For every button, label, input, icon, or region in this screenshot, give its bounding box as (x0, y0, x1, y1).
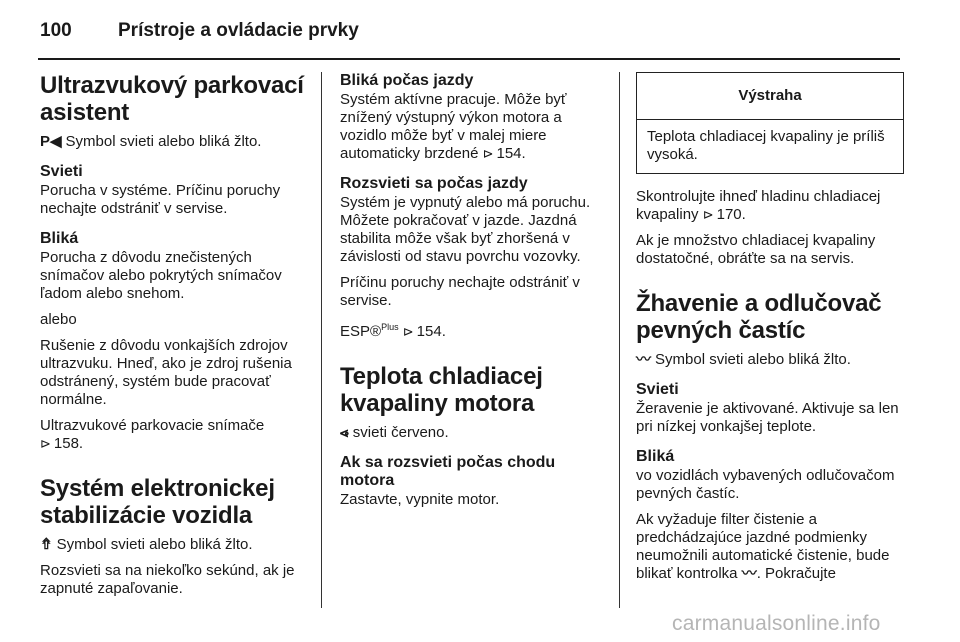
parking-alebo: alebo (40, 311, 77, 328)
coolant-service-text: Ak je množstvo chladiacej kvapaliny dostatočné, obráťte sa na servis. (636, 232, 876, 267)
glow-blika-heading: Bliká (636, 448, 675, 465)
esp-text: Rozsvieti sa na niekoľko sekúnd, ak je zapnuté zapaľovanie. (40, 562, 295, 597)
column-3 (636, 72, 904, 591)
page-ref-icon: ⊳ (482, 146, 494, 161)
coolant-symbol-line: ⩹ svieti červeno. (340, 424, 449, 441)
glow-plug-icon: 〰 (741, 565, 757, 582)
page-ref-link[interactable]: 154. (416, 323, 446, 340)
column-2 (340, 72, 608, 517)
warning-text: Teplota chladiacej kvapaliny je príliš vysoká. (647, 128, 885, 163)
parking-assist-icon: P◀︎ (40, 133, 62, 150)
section-title-coolant: Teplota chladiacej kvapaliny motora (340, 363, 543, 417)
warning-box (636, 72, 904, 174)
parking-symbol-line: P◀︎ Symbol svieti alebo bliká žlto. (40, 133, 262, 150)
esp-blika-heading: Bliká počas jazdy (340, 72, 474, 89)
glow-filter-text: Ak vyžaduje filter čistenie a predchádzajúce jazdné podmienky neumožnili automatické čistenie, bude blikať kontrolka 〰. Pokračujte (636, 511, 890, 582)
esp-icon: ⇮ (40, 536, 53, 553)
esp-plus-ref: ESP®$^{Plus}$ ⊳ 154. (340, 322, 446, 340)
page-ref-link[interactable]: 158. (53, 435, 84, 452)
section-title-parking: Ultrazvukový parkovací asistent (40, 72, 304, 126)
parking-blika-heading: Bliká (40, 230, 79, 247)
coolant-temperature-icon: ⩹ (340, 424, 349, 441)
header-rule (38, 58, 900, 60)
esp-rozsvieti-heading: Rozsvieti sa počas jazdy (340, 175, 528, 192)
parking-svieti-text: Porucha v systéme. Príčinu poruchy nechajte odstrániť v servise. (40, 182, 281, 217)
page-ref-link[interactable]: 170. (716, 206, 746, 223)
page-number: 100 (40, 20, 72, 41)
warning-title: Výstraha (637, 73, 903, 120)
esp-blika-text: Systém aktívne pracuje. Môže byť znížený výstupný výkon motora a vozidlo môže byť v malej miere automaticky brzdené ⊳ 154. (340, 91, 567, 162)
parking-rusenie-text: Rušenie z dôvodu vonkajších zdrojov ultrazvuku. Hneď, ako je zdroj rušenia odstránený, systém bude pracovať normálne. (40, 337, 292, 408)
coolant-check-text: Skontrolujte ihneď hladinu chladiacej kvapaliny ⊳ 170. (636, 188, 881, 223)
glow-svieti-text: Žeravenie je aktivované. Aktivuje sa len pri nízkej vonkajšej teplote. (636, 400, 899, 435)
column-divider-2 (619, 72, 620, 608)
glow-plug-icon: 〰 (636, 351, 652, 368)
parking-blika-text: Porucha z dôvodu znečistených snímačov alebo pokrytých snímačov ľadom alebo snehom. (40, 249, 282, 302)
glow-svieti-heading: Svieti (636, 381, 679, 398)
section-title-esp: Systém elektronickej stabilizácie vozidla (40, 475, 275, 529)
page-ref-icon: ⊳ (402, 324, 414, 339)
page-ref-icon: ⊳ (702, 207, 714, 222)
coolant-stop-text: Zastavte, vypnite motor. (340, 491, 500, 508)
parking-svieti-heading: Svieti (40, 163, 83, 180)
column-1 (40, 72, 308, 606)
glow-blika-text: vo vozidlách vybavených odlučovačom pevných častíc. (636, 467, 895, 502)
esp-pricinu-text: Príčinu poruchy nechajte odstrániť v servise. (340, 274, 580, 309)
parking-sensors-ref: Ultrazvukové parkovacie snímače ⊳ 158. (40, 417, 265, 452)
section-title-glow: Žhavenie a odlučovač pevných častíc (636, 290, 882, 344)
glow-symbol-line: 〰 Symbol svieti alebo bliká žlto. (636, 351, 851, 368)
page-header (38, 16, 918, 50)
coolant-running-heading: Ak sa rozsvieti počas chodu motora (340, 454, 556, 489)
page-title: Prístroje a ovládacie prvky (118, 20, 359, 41)
page-ref-link[interactable]: 154. (496, 145, 526, 162)
watermark: carmanualsonline.info (672, 612, 881, 635)
esp-rozsvieti-text: Systém je vypnutý alebo má poruchu. Môžete pokračovať v jazde. Jazdná stabilita môže však byť zhoršená v závislosti od stavu povrchu vozovky. (340, 194, 591, 265)
esp-symbol-line: ⇮ Symbol svieti alebo bliká žlto. (40, 536, 253, 553)
column-divider-1 (321, 72, 322, 608)
page-ref-icon: ⊳ (40, 436, 51, 451)
